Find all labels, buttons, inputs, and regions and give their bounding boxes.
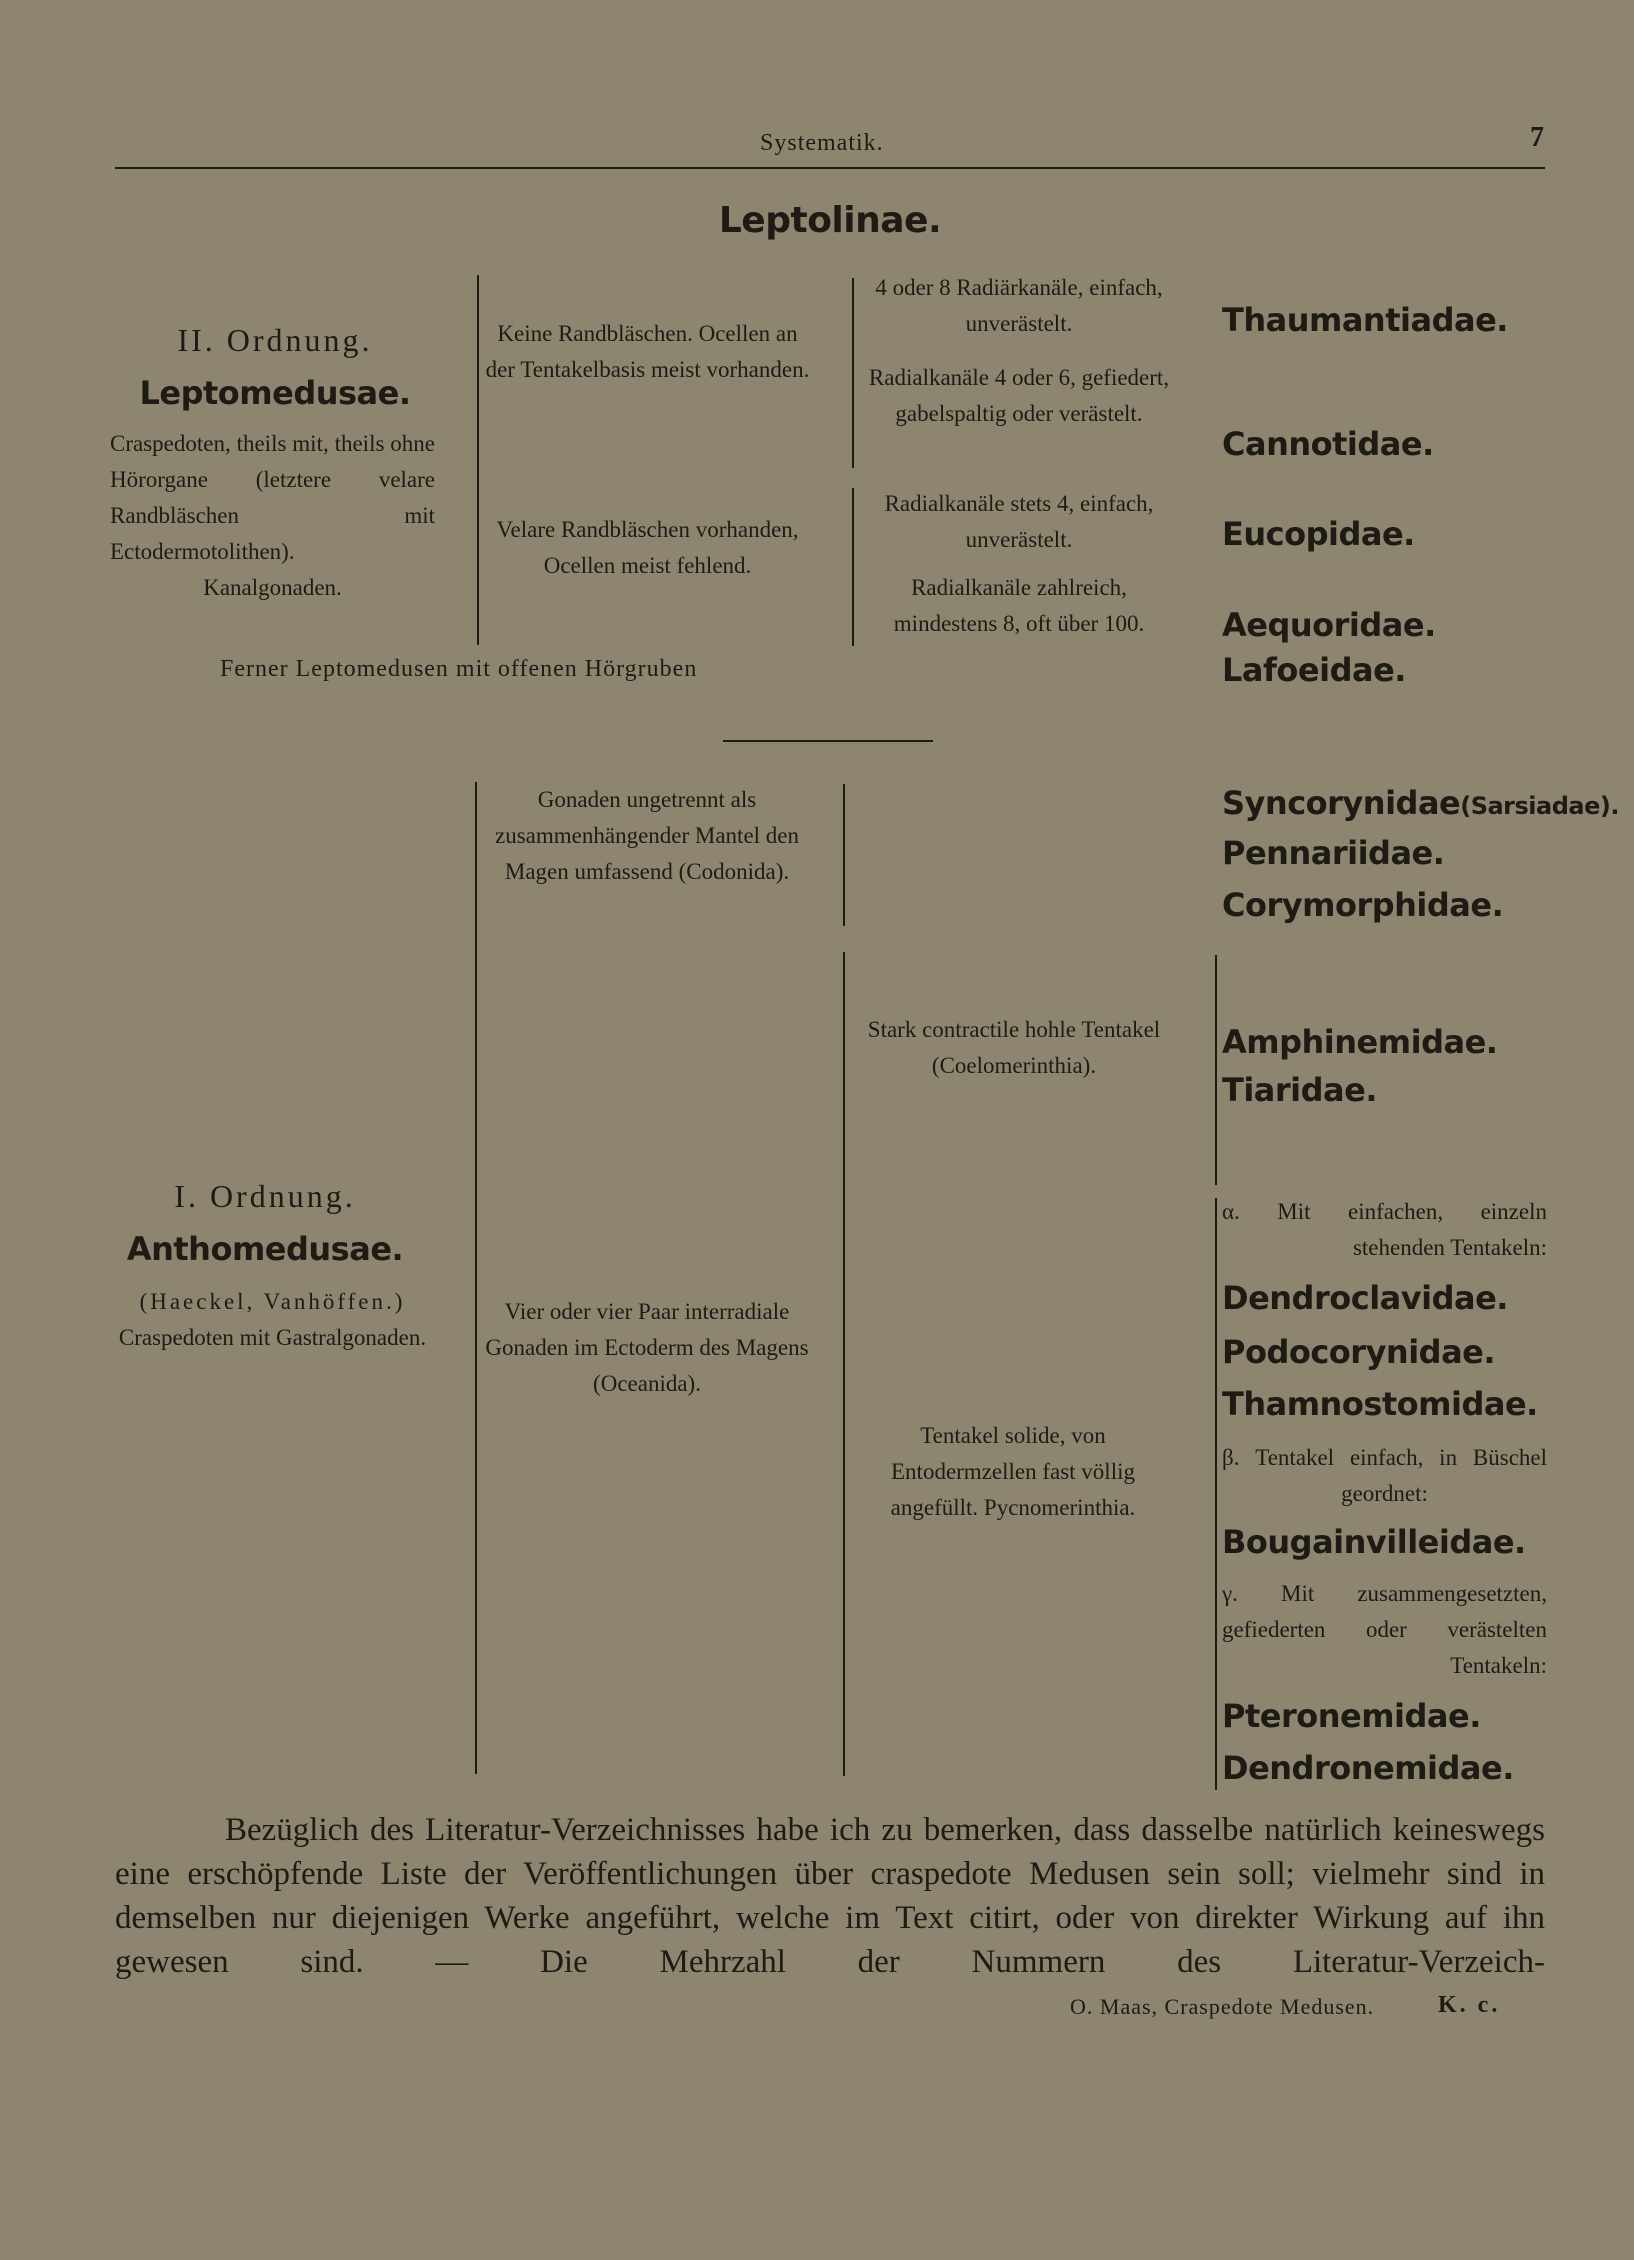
group-gamma: γ. Mit zusammengesetzten, gefiederten oder verästelten Tentakeln: [1222, 1581, 1547, 1678]
family-lafoeidae: Lafoeidae. [1222, 651, 1406, 689]
order-label-ii: II. Ordnung. [177, 322, 373, 358]
branch-oceanida: Vier oder vier Paar interradiale Gonaden im Ectoderm des Magens (Oceanida). [485, 1299, 809, 1396]
brace-coelomerinthia [1215, 955, 1217, 1185]
anthomedusae-authors: (Haeckel, Vanhöffen.) [139, 1289, 406, 1314]
brace-sub-1 [852, 278, 854, 468]
family-pteronemidae: Pteronemidae. [1222, 1697, 1481, 1735]
group-beta: β. Tentakel einfach, in Büschel geordnet: [1222, 1445, 1547, 1506]
family-eucopidae: Eucopidae. [1222, 515, 1415, 553]
leptomedusae-description: Craspedoten, theils mit, theils ohne Hörorgane (letztere velare Randbläschen mit Ectodermotolithen). Kanalgonaden. [110, 431, 435, 600]
family-corymorphidae: Corymorphidae. [1222, 886, 1504, 924]
brace-codonida [843, 784, 845, 926]
order-name-leptomedusae: Leptomedusae. [139, 374, 411, 412]
family-sarsiadae: (Sarsiadae). [1460, 792, 1619, 820]
family-dendroclavidae: Dendroclavidae. [1222, 1279, 1508, 1317]
sub-radialkanaele-zahlreich: Radialkanäle zahlreich, mindestens 8, oft über 100. [893, 575, 1145, 636]
sub-pycnomerinthia: Tentakel solide, von Entodermzellen fast völlig angefüllt. Pycnomerinthia. [890, 1423, 1136, 1520]
family-amphinemidae: Amphinemidae. [1222, 1023, 1498, 1061]
family-dendronemidae: Dendronemidae. [1222, 1749, 1514, 1787]
page-number: 7 [1530, 122, 1544, 153]
family-thaumantiadae: Thaumantiadae. [1222, 301, 1508, 339]
section-divider [723, 740, 933, 742]
order-name-anthomedusae: Anthomedusae. [126, 1230, 404, 1268]
brace-oceanida [843, 952, 845, 1776]
brace-anthomedusae [475, 782, 477, 1774]
family-syncorynidae-row [1222, 783, 1619, 823]
footer-signature: O. Maas, Craspedote Medusen. [1070, 1994, 1375, 2019]
brace-pycnomerinthia [1215, 1198, 1217, 1790]
family-tiaridae: Tiaridae. [1222, 1071, 1377, 1109]
ferner-leptomedusen: Ferner Leptomedusen mit offenen Hörgruben [220, 656, 698, 682]
family-bougainvilleidae: Bougainvilleidae. [1222, 1523, 1526, 1561]
family-pennariidae: Pennariidae. [1222, 834, 1445, 872]
sub-radialkanaele-stets-4: Radialkanäle stets 4, einfach, unverästelt. [884, 491, 1154, 552]
family-thamnostomidae: Thamnostomidae. [1222, 1385, 1538, 1423]
family-podocorynidae: Podocorynidae. [1222, 1333, 1496, 1371]
brace-leptomedusae [477, 275, 479, 645]
sub-coelomerinthia: Stark contractile hohle Tentakel (Coelomerinthia). [867, 1017, 1161, 1078]
family-syncorynidae: Syncorynidae [1222, 784, 1461, 822]
footer-sheet-mark: K. c. [1438, 1992, 1501, 2018]
family-aequoridae: Aequoridae. [1222, 606, 1436, 644]
sub-radialkanaele-4-6: Radialkanäle 4 oder 6, gefiedert, gabelspaltig oder verästelt. [868, 365, 1170, 426]
anthomedusae-description: Craspedoten mit Gastralgonaden. [118, 1325, 427, 1350]
brace-sub-2 [852, 488, 854, 646]
branch-velare-randblaeschen: Velare Randbläschen vorhanden, Ocellen meist fehlend. [496, 517, 799, 578]
running-title: Systematik. [760, 130, 884, 156]
group-alpha: α. Mit einfachen, einzeln stehenden Tentakeln: [1222, 1199, 1547, 1260]
header-rule [115, 167, 1545, 169]
sub-radiaerkanaele-4-8: 4 oder 8 Radiärkanäle, einfach, unverästelt. [875, 275, 1163, 336]
branch-codonida: Gonaden ungetrennt als zusammenhängender Mantel den Magen umfassend (Codonida). [495, 787, 799, 884]
family-cannotidae: Cannotidae. [1222, 425, 1434, 463]
section-title: Leptolinae. [718, 200, 942, 241]
branch-no-randblaeschen: Keine Randbläschen. Ocellen an der Tentakelbasis meist vorhanden. [485, 321, 810, 382]
body-paragraph: Bezüglich des Literatur-Verzeichnisses habe ich zu bemerken, dass dasselbe natürlich keineswegs eine erschöpfende Liste der Veröffentlichungen über craspedote Medusen sein soll; vielmehr sind in demselben nur diejenigen Werke angeführt, welche im Text citirt, oder von direkter Wirkung auf ihn gewesen sind. — Die Mehrzahl der Nummern des Literatur-Verzeich- [115, 1812, 1545, 1980]
order-label-i: I. Ordnung. [174, 1178, 356, 1214]
